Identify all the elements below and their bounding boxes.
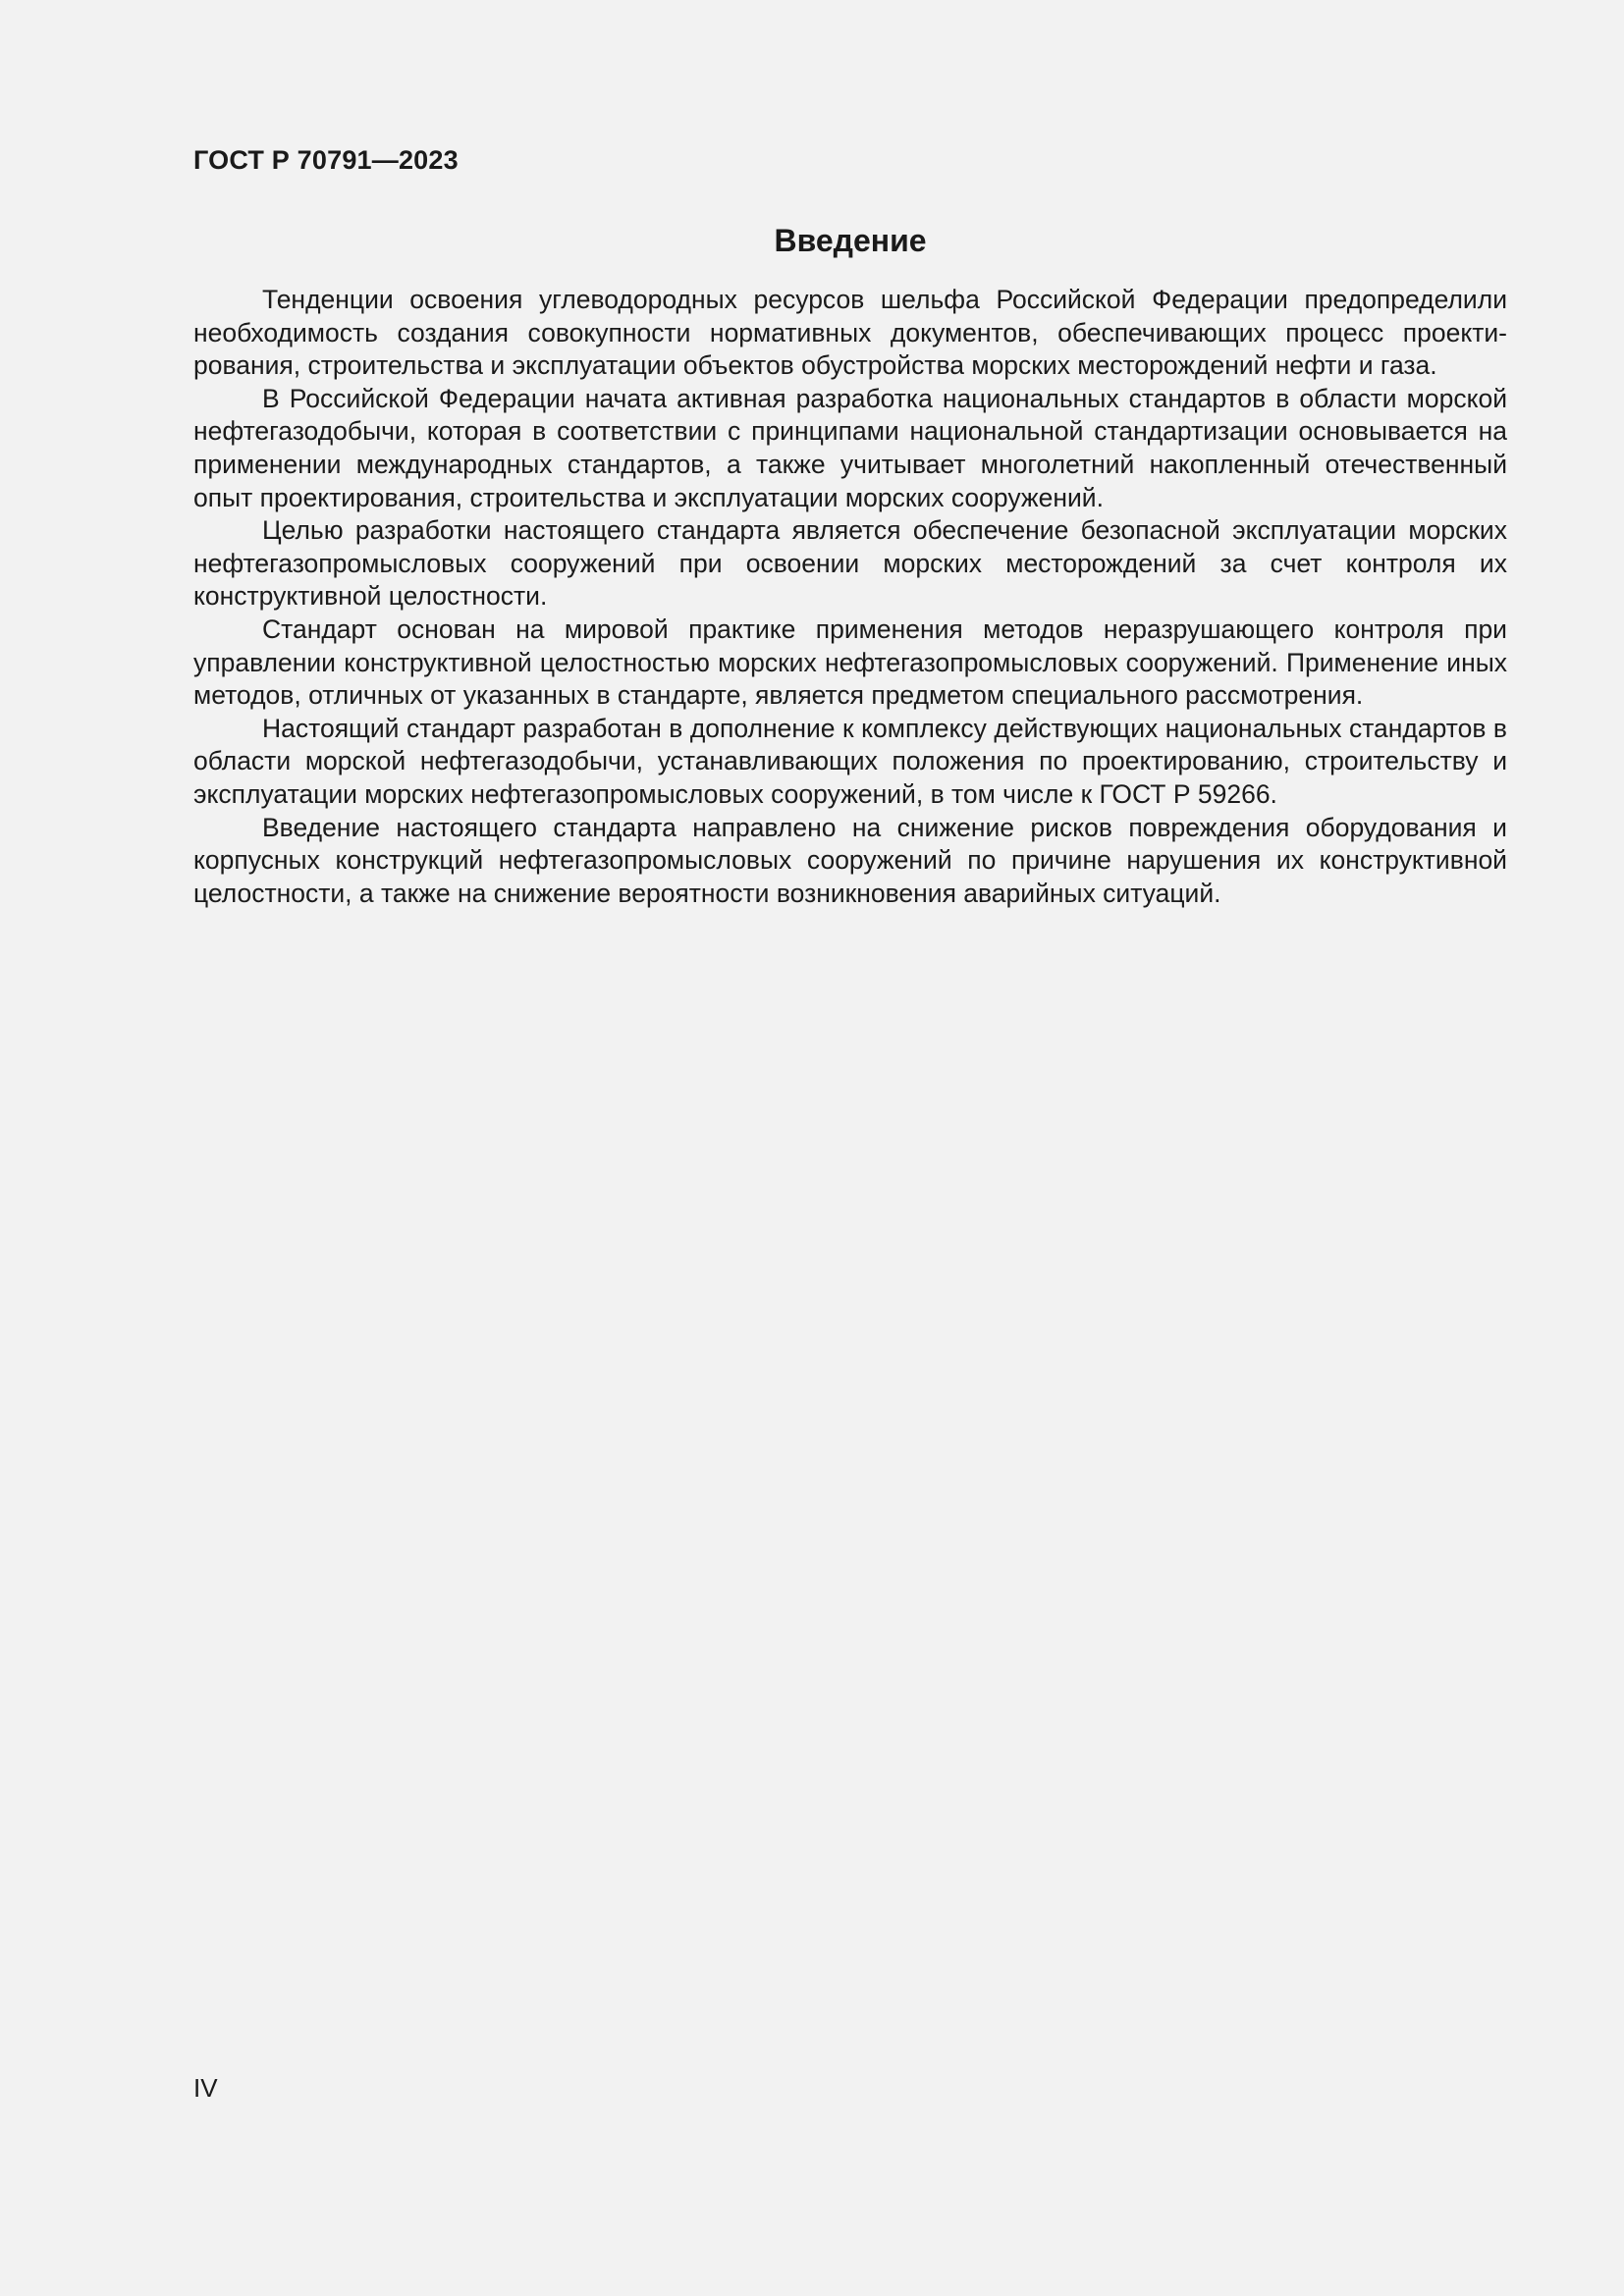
- paragraph-6: Введение настоящего стандарта направлено на снижение рисков повреждения оборудования и корпусных конструкций нефтегазопромысловых сооружений по причине нарушения их конструктивной целостности, а также на снижение вероятности возникновения аварийных ситуаций.: [193, 812, 1507, 908]
- paragraph-4: Стандарт основан на мировой практике применения методов неразрушающего контроля при управлении конструктивной целостностью морских нефтегазопромысловых сооружений. Применение иных методов, отличных от указанных в стандарте, является предметом специального рассмотрения.: [193, 614, 1507, 711]
- paragraph-2: В Российской Федерации начата активная разработка национальных стандартов в области морской нефтегазодобычи, которая в соответствии с принципами национальной стандартизации основывается на применении международных стандартов, а также учитывает многолетний накопленный отечественный опыт проектирования, строительства и эксплуатации морских сооружений.: [193, 383, 1507, 512]
- paragraph-5: Настоящий стандарт разработан в дополнение к комплексу действующих национальных стандартов в области морской нефтегазодобычи, устанавливающих положения по проектированию, строительству и эксплуатации морских нефтегазопромысловых сооружений, в том числе к ГОСТ Р 59266.: [193, 713, 1507, 809]
- paragraph-3: Целью разработки настоящего стандарта является обеспечение безопасной эксплуатации морских нефтегазопромысловых сооружений при освоении морских месторождений за счет контроля их конструктивной целостности.: [193, 515, 1507, 612]
- page-number: IV: [193, 2073, 218, 2103]
- section-body: [193, 284, 1507, 910]
- document-code: ГОСТ Р 70791—2023: [193, 145, 459, 175]
- paragraph-1: Тенденции освоения углеводородных ресурсов шельфа Российской Федерации предопределили необходимость создания совокупности нормативных документов, обеспечивающих процесс проектирования, строительства и эксплуатации объектов обустройства морских месторождений нефти и газа.: [193, 285, 1507, 381]
- section-title: Введение: [774, 223, 927, 258]
